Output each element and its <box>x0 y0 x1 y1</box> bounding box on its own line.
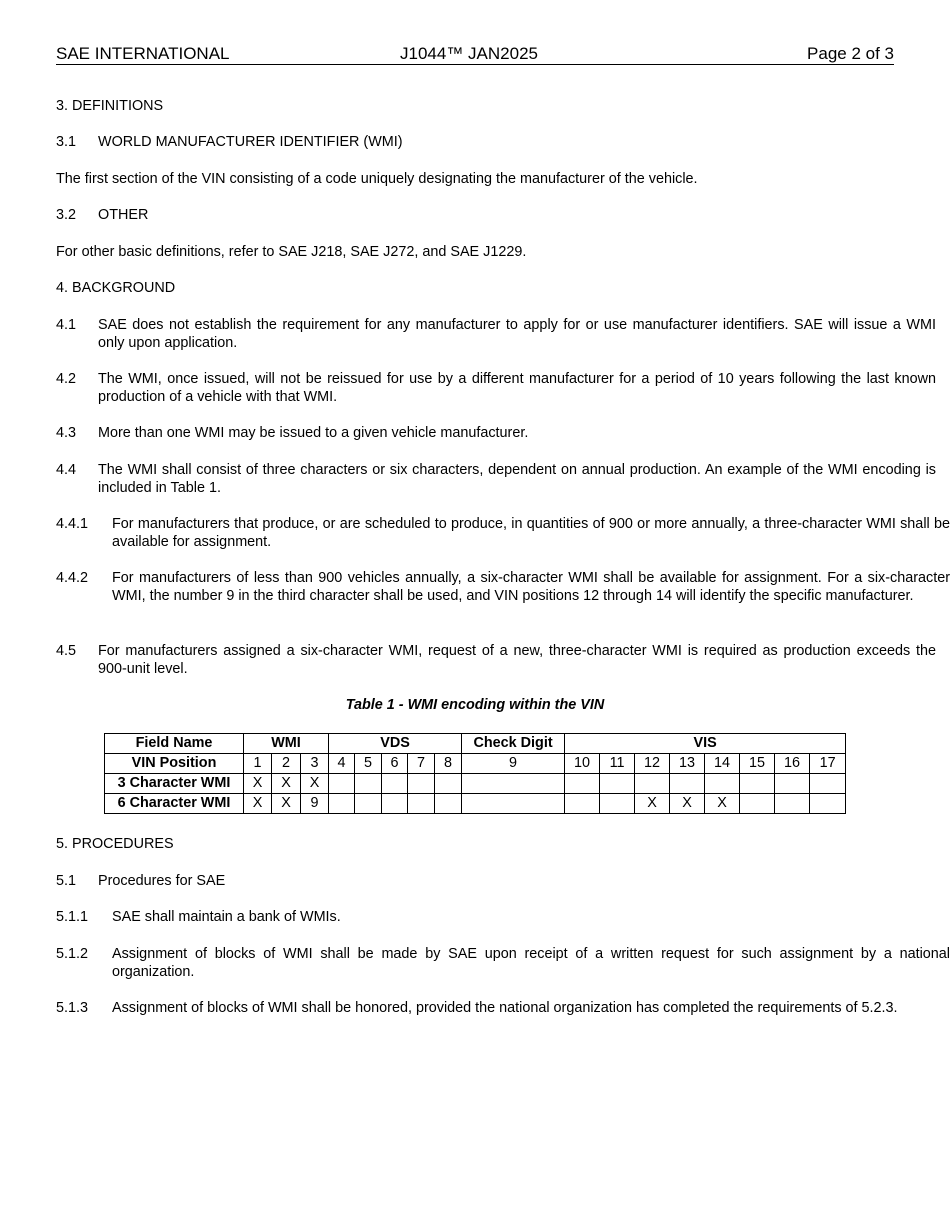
position-cell: 11 <box>600 754 635 774</box>
section-number: 3.2 <box>56 207 77 223</box>
table-cell: X <box>244 774 272 794</box>
section-number: 4.4.2 <box>56 570 89 586</box>
section-4-3 <box>56 425 936 443</box>
section-number: 4.3 <box>56 425 77 441</box>
header-wmi: WMI <box>244 734 329 754</box>
position-cell: 3 <box>301 754 329 774</box>
position-label: VIN Position <box>105 754 244 774</box>
table-cell <box>565 794 600 814</box>
table-cell: X <box>705 794 740 814</box>
section-4-4 <box>56 462 936 497</box>
table-cell <box>329 794 355 814</box>
position-cell: 10 <box>565 754 600 774</box>
table-cell <box>740 794 775 814</box>
table-cell: X <box>272 794 301 814</box>
table-cell: X <box>272 774 301 794</box>
section-title: Procedures for SAE <box>98 873 226 889</box>
table-cell <box>382 774 408 794</box>
header-document-id: J1044™ JAN2025 <box>400 44 538 63</box>
table-cell <box>462 794 565 814</box>
paragraph-3-1: The first section of the VIN consisting of a code uniquely designating the manufacturer of the vehicle. <box>56 171 698 187</box>
header-check-digit: Check Digit <box>462 734 565 754</box>
header-field-name: Field Name <box>105 734 244 754</box>
position-cell: 12 <box>635 754 670 774</box>
table-cell <box>705 774 740 794</box>
section-text: Assignment of blocks of WMI shall be made by SAE upon receipt of a written request for such assignment by a national organization. <box>112 946 950 980</box>
section-text: For manufacturers of less than 900 vehicles annually, a six-character WMI shall be available for assignment. For a six-character WMI, the number 9 in the third character shall be used, and VIN positions 12 through 14 will identify the specific manufacturer. <box>112 570 950 604</box>
table-cell <box>408 774 435 794</box>
section-5-heading: 5. PROCEDURES <box>56 836 174 852</box>
table-row <box>105 774 846 794</box>
section-title: OTHER <box>98 207 149 223</box>
table-cell <box>408 794 435 814</box>
section-4-heading: 4. BACKGROUND <box>56 280 176 296</box>
section-5-1-heading <box>56 873 936 891</box>
section-number: 5.1.2 <box>56 946 89 962</box>
position-cell: 7 <box>408 754 435 774</box>
section-text: SAE shall maintain a bank of WMIs. <box>112 909 341 925</box>
table-cell <box>435 774 462 794</box>
table-cell <box>775 794 810 814</box>
table-cell <box>435 794 462 814</box>
table-group-header-row <box>105 734 846 754</box>
position-cell: 16 <box>775 754 810 774</box>
table-cell <box>740 774 775 794</box>
section-number: 4.5 <box>56 643 77 659</box>
table-cell <box>635 774 670 794</box>
section-3-heading: 3. DEFINITIONS <box>56 98 164 114</box>
table-cell <box>810 794 846 814</box>
section-number: 5.1.3 <box>56 1000 89 1016</box>
section-4-1 <box>56 317 936 352</box>
section-number: 4.1 <box>56 317 77 333</box>
section-text: More than one WMI may be issued to a given vehicle manufacturer. <box>98 425 529 441</box>
section-text: The WMI shall consist of three characters or six characters, dependent on annual production. An example of the WMI encoding is included in Table 1. <box>98 462 936 496</box>
table-cell <box>462 774 565 794</box>
table-cell <box>355 774 382 794</box>
section-number: 4.4 <box>56 462 77 478</box>
section-number: 5.1.1 <box>56 909 89 925</box>
section-title: WORLD MANUFACTURER IDENTIFIER (WMI) <box>98 134 403 150</box>
header-organization: SAE INTERNATIONAL <box>56 44 230 63</box>
table-cell <box>565 774 600 794</box>
table-caption: Table 1 - WMI encoding within the VIN <box>345 697 605 713</box>
position-cell: 1 <box>244 754 272 774</box>
section-number: 4.2 <box>56 371 77 387</box>
position-cell: 14 <box>705 754 740 774</box>
section-number: 5.1 <box>56 873 77 889</box>
paragraph-3-2: For other basic definitions, refer to SAE J218, SAE J272, and SAE J1229. <box>56 244 527 260</box>
section-4-5 <box>56 643 936 678</box>
header-page-number: Page 2 of 3 <box>807 44 894 63</box>
section-text: SAE does not establish the requirement for any manufacturer to apply for or use manufacturer identifiers. SAE will issue a WMI only upon application. <box>98 317 936 351</box>
header-vds: VDS <box>329 734 462 754</box>
page-header <box>56 44 894 65</box>
table-cell: X <box>301 774 329 794</box>
position-cell: 8 <box>435 754 462 774</box>
table-cell <box>810 774 846 794</box>
table-cell: X <box>244 794 272 814</box>
section-3-2-heading <box>56 207 936 225</box>
header-vis: VIS <box>565 734 846 754</box>
section-5-1-2 <box>56 946 950 981</box>
row-label: 3 Character WMI <box>105 774 244 794</box>
section-4-4-2 <box>56 570 950 605</box>
position-cell: 6 <box>382 754 408 774</box>
table-cell <box>355 794 382 814</box>
table-cell: X <box>635 794 670 814</box>
table-cell: 9 <box>301 794 329 814</box>
table-cell <box>600 794 635 814</box>
position-cell: 5 <box>355 754 382 774</box>
table-cell: X <box>670 794 705 814</box>
table-row <box>105 794 846 814</box>
position-cell: 17 <box>810 754 846 774</box>
table-cell <box>600 774 635 794</box>
table-cell <box>329 774 355 794</box>
section-3-1-heading <box>56 134 936 152</box>
section-5-1-3 <box>56 1000 950 1018</box>
section-4-2 <box>56 371 936 406</box>
table-cell <box>670 774 705 794</box>
section-text: The WMI, once issued, will not be reissued for use by a different manufacturer for a period of 10 years following the last known production of a vehicle with that WMI. <box>98 371 936 405</box>
position-cell: 9 <box>462 754 565 774</box>
row-label: 6 Character WMI <box>105 794 244 814</box>
table-position-row <box>105 754 846 774</box>
position-cell: 2 <box>272 754 301 774</box>
section-text: For manufacturers that produce, or are scheduled to produce, in quantities of 900 or more annually, a three-character WMI shall be available for assignment. <box>112 516 950 550</box>
position-cell: 15 <box>740 754 775 774</box>
section-4-4-1 <box>56 516 950 551</box>
wmi-encoding-table <box>104 733 846 814</box>
position-cell: 13 <box>670 754 705 774</box>
section-number: 3.1 <box>56 134 77 150</box>
section-number: 4.4.1 <box>56 516 89 532</box>
section-text: For manufacturers assigned a six-character WMI, request of a new, three-character WMI is required as production exceeds the 900-unit level. <box>98 643 936 677</box>
position-cell: 4 <box>329 754 355 774</box>
section-text: Assignment of blocks of WMI shall be honored, provided the national organization has completed the requirements of 5.2.3. <box>112 1000 898 1016</box>
section-5-1-1 <box>56 909 950 927</box>
table-cell <box>382 794 408 814</box>
table-cell <box>775 774 810 794</box>
